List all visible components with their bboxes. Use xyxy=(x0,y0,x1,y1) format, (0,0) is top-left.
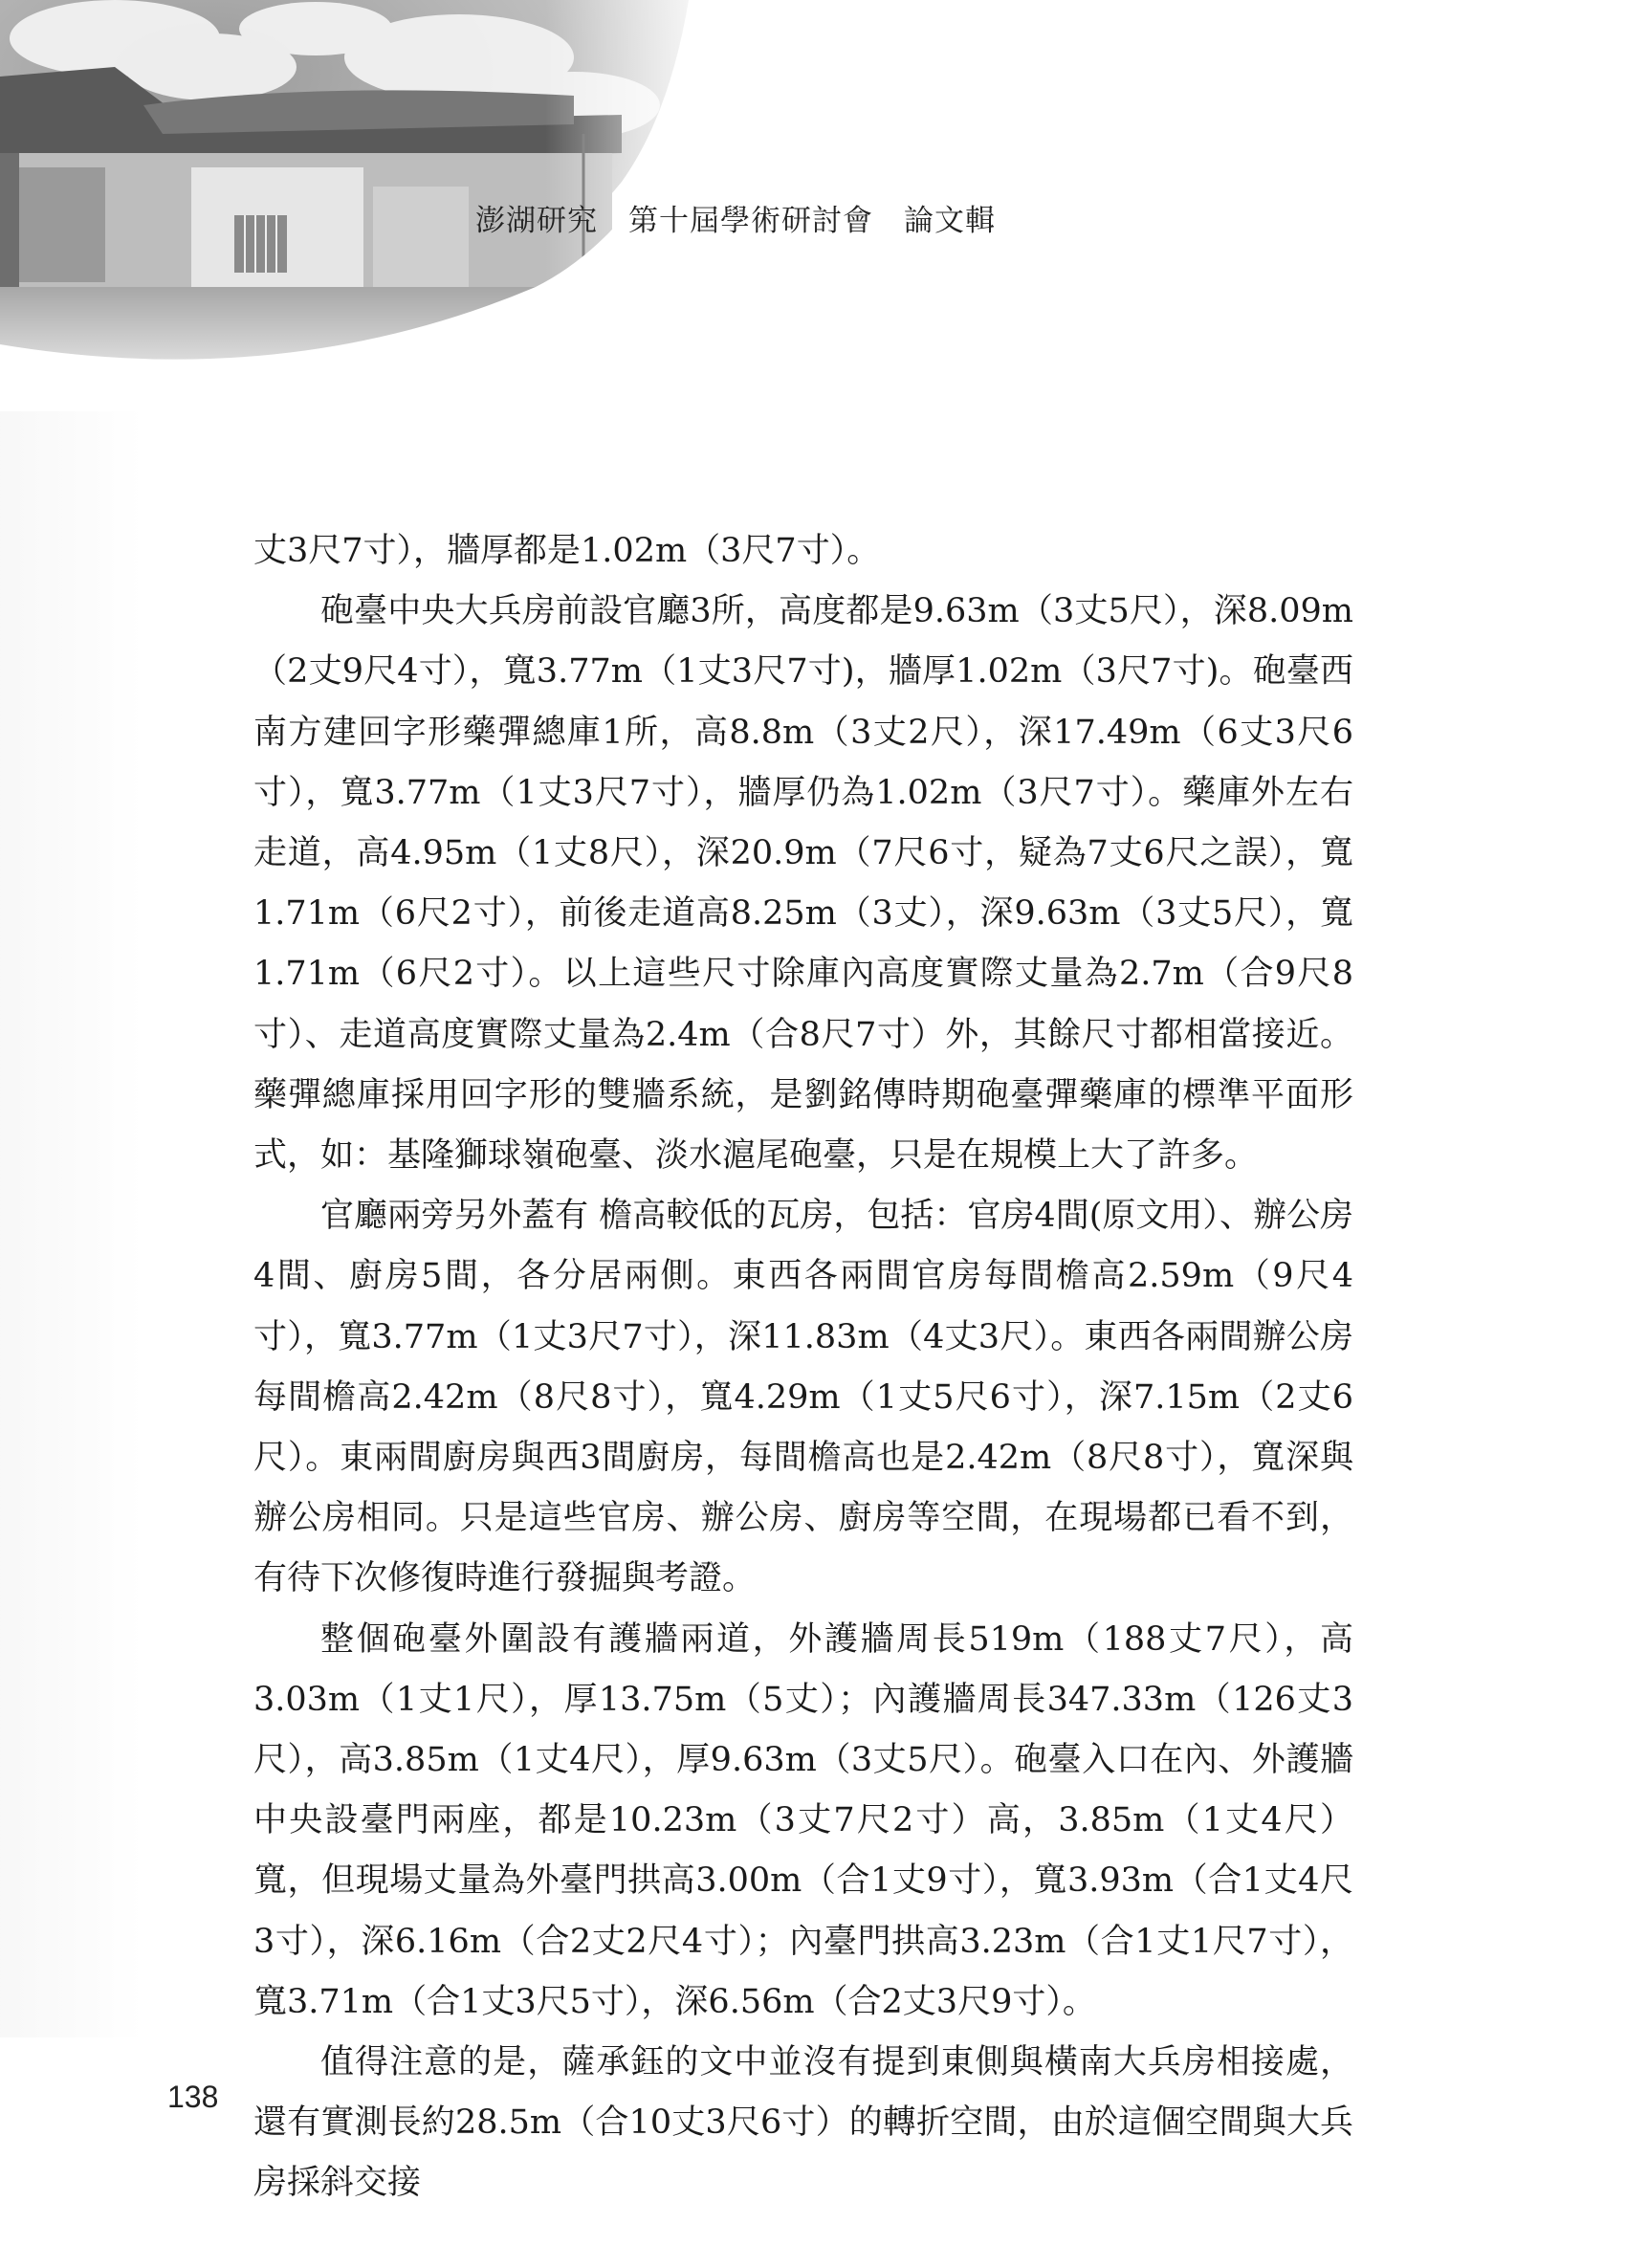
paragraph-3: 官廳兩旁另外蓋有 檐高較低的瓦房，包括：官房4間(原文用）、辦公房4間、廚房5間，各分居兩側。東西各兩間官房每間檐高2.59m（9尺4寸），寬3.77m（1丈3尺7寸），深11.83m（4丈3尺）。東西各兩間辦公房每間檐高2.42m（8尺8寸），寬4.29m（1丈5尺6寸），深7.15m（2丈6尺）。東兩間廚房與西3間廚房，每間檐高也是2.42m（8尺8寸），寬深與辦公房相同。只是這些官房、辦公房、廚房等空間，在現場都已看不到，有待下次修復時進行發掘與考證。 xyxy=(253,1197,1353,1598)
running-header: 澎湖研究 第十屆學術研討會 論文輯 xyxy=(475,204,996,238)
paragraph-5: 值得注意的是，薩承鈺的文中並沒有提到東側與橫南大兵房相接處，還有實測長約28.5m（合10丈3尺6寸）的轉折空間，由於這個空間與大兵房採斜交接 xyxy=(253,2043,1353,2203)
body-text xyxy=(253,521,1353,2214)
paragraph-2: 砲臺中央大兵房前設官廳3所，高度都是9.63m（3丈5尺），深8.09m（2丈9尺4寸），寬3.77m（1丈3尺7寸)，牆厚1.02m（3尺7寸)。砲臺西南方建回字形藥彈總庫1所，高8.8m（3丈2尺），深17.49m（6丈3尺6寸），寬3.77m（1丈3尺7寸），牆厚仍為1.02m（3尺7寸）。藥庫外左右走道，高4.95m（1丈8尺），深20.9m（7尺6寸，疑為7丈6尺之誤），寬1.71m（6尺2寸），前後走道高8.25m（3丈），深9.63m（3丈5尺），寬1.71m（6尺2寸）。以上這些尺寸除庫內高度實際丈量為2.7m（合9尺8寸）、走道高度實際丈量為2.4m（合8尺7寸）外，其餘尺寸都相當接近。藥彈總庫採用回字形的雙牆系統，是劉銘傳時期砲臺彈藥庫的標準平面形式，如：基隆獅球嶺砲臺、淡水滬尾砲臺，只是在規模上大了許多。 xyxy=(253,592,1353,1176)
paragraph-4: 整個砲臺外圍設有護牆兩道，外護牆周長519m（188丈7尺），高3.03m（1丈1尺），厚13.75m（5丈）；內護牆周長347.33m（126丈3尺），高3.85m（1丈4尺），厚9.63m（3丈5尺）。砲臺入口在內、外護牆中央設臺門兩座，都是10.23m（3丈7尺2寸）高，3.85m（1丈4尺）寬，但現場丈量為外臺門拱高3.00m（合1丈9寸），寬3.93m（合1丈4尺3寸），深6.16m（合2丈2尺4寸）；內臺門拱高3.23m（合1丈1尺7寸），寬3.71m（合1丈3尺5寸），深6.56m（合2丈3尺9寸）。 xyxy=(253,1619,1353,2021)
page-number: 138 xyxy=(167,2080,219,2114)
left-margin-shade xyxy=(0,411,143,2037)
paragraph-1: 丈3尺7寸），牆厚都是1.02m（3尺7寸）。 xyxy=(253,532,881,570)
